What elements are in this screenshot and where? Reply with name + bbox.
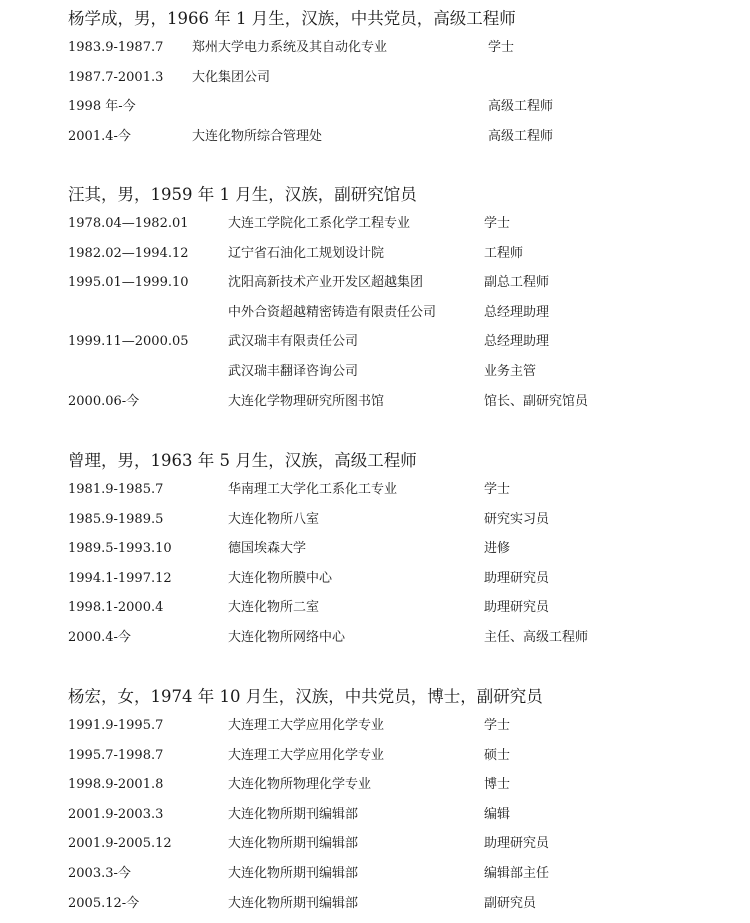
timeline-row <box>68 38 728 58</box>
organization: 大连理工大学应用化学专业 <box>228 747 385 763</box>
timeline-row <box>68 716 728 736</box>
timeline-row <box>68 244 728 264</box>
organization: 华南理工大学化工系化工专业 <box>228 482 398 497</box>
organization: 德国埃森大学 <box>228 541 307 557</box>
timeline-row <box>68 392 728 412</box>
position-title: 主任、高级工程师 <box>484 630 589 645</box>
date-range: 2001.9-2003.3 <box>68 806 164 822</box>
organization: 大连理工大学应用化学专业 <box>228 718 385 733</box>
organization: 武汉瑞丰有限责任公司 <box>228 334 359 350</box>
timeline-row <box>68 598 728 618</box>
position-title: 编辑部主任 <box>484 866 550 881</box>
organization: 大连化物所综合管理处 <box>192 128 323 144</box>
timeline-row <box>68 362 728 382</box>
person-section <box>68 686 728 911</box>
position-title: 助理研究员 <box>484 600 550 616</box>
organization: 郑州大学电力系统及其自动化专业 <box>192 40 388 55</box>
timeline-row <box>68 805 728 825</box>
position-title: 副研究员 <box>484 895 537 911</box>
person-section <box>68 8 728 144</box>
timeline-row <box>68 68 728 88</box>
date-range: 1998 年-今 <box>68 99 136 115</box>
organization: 辽宁省石油化工规划设计院 <box>228 245 385 261</box>
organization: 武汉瑞丰翻译咨询公司 <box>228 364 359 379</box>
organization: 大连化物所网络中心 <box>228 630 346 645</box>
date-range: 2001.4-今 <box>68 128 131 144</box>
date-range: 1985.9-1989.5 <box>68 511 164 527</box>
date-range: 1982.02—1994.12 <box>68 245 189 261</box>
position-title: 业务主管 <box>484 364 537 379</box>
timeline-row <box>68 332 728 352</box>
position-title: 研究实习员 <box>484 511 550 527</box>
position-title: 馆长、副研究馆员 <box>484 393 589 409</box>
organization: 大连化物所期刊编辑部 <box>228 895 359 911</box>
person-section <box>68 450 728 645</box>
date-range: 1987.7-2001.3 <box>68 69 164 85</box>
organization: 大连化物所期刊编辑部 <box>228 866 359 881</box>
organization: 大化集团公司 <box>192 69 271 85</box>
date-range: 1989.5-1993.10 <box>68 541 172 557</box>
timeline-row <box>68 894 728 914</box>
date-range: 1994.1-1997.12 <box>68 570 172 586</box>
organization: 中外合资超越精密铸造有限责任公司 <box>228 304 437 320</box>
timeline-row <box>68 628 728 648</box>
position-title: 学士 <box>484 718 511 733</box>
position-title: 博士 <box>484 777 511 793</box>
position-title: 总经理助理 <box>484 334 550 350</box>
date-range: 2001.9-2005.12 <box>68 836 172 852</box>
timeline-row <box>68 214 728 234</box>
date-range: 2000.4-今 <box>68 630 131 645</box>
person-heading: 杨学成，男，1966 年 1 月生，汉族，中共党员，高级工程师 <box>68 9 516 28</box>
organization: 沈阳高新技术产业开发区超越集团 <box>228 275 424 291</box>
date-range: 1995.01—1999.10 <box>68 275 189 291</box>
position-title: 总经理助理 <box>484 304 550 320</box>
date-range: 1995.7-1998.7 <box>68 747 164 763</box>
timeline-row <box>68 273 728 293</box>
timeline-row <box>68 775 728 795</box>
position-title: 学士 <box>484 216 511 231</box>
organization: 大连化物所膜中心 <box>228 570 333 586</box>
position-title: 进修 <box>484 541 511 557</box>
date-range: 1998.1-2000.4 <box>68 600 164 616</box>
position-title: 硕士 <box>484 747 511 763</box>
date-range: 2005.12-今 <box>68 895 140 911</box>
organization: 大连化物所期刊编辑部 <box>228 806 359 822</box>
person-heading: 汪其，男，1959 年 1 月生，汉族，副研究馆员 <box>68 185 417 204</box>
position-title: 学士 <box>488 40 515 55</box>
timeline-row <box>68 127 728 147</box>
organization: 大连化物所八室 <box>228 511 320 527</box>
organization: 大连化物所期刊编辑部 <box>228 836 359 852</box>
position-title: 工程师 <box>484 245 524 261</box>
organization: 大连化物所二室 <box>228 600 320 616</box>
date-range: 1981.9-1985.7 <box>68 482 164 497</box>
date-range: 1991.9-1995.7 <box>68 718 164 733</box>
timeline-row <box>68 834 728 854</box>
timeline-row <box>68 539 728 559</box>
position-title: 助理研究员 <box>484 836 550 852</box>
date-range: 1999.11—2000.05 <box>68 334 189 350</box>
timeline-row <box>68 746 728 766</box>
position-title: 编辑 <box>484 806 511 822</box>
timeline-row <box>68 510 728 530</box>
date-range: 1978.04—1982.01 <box>68 216 189 231</box>
position-title: 学士 <box>484 482 511 497</box>
organization: 大连工学院化工系化学工程专业 <box>228 216 411 231</box>
timeline-row <box>68 569 728 589</box>
timeline-row <box>68 303 728 323</box>
position-title: 副总工程师 <box>484 275 550 291</box>
timeline-row <box>68 480 728 500</box>
date-range: 2000.06-今 <box>68 393 140 409</box>
date-range: 1998.9-2001.8 <box>68 777 164 793</box>
timeline-row <box>68 864 728 884</box>
date-range: 1983.9-1987.7 <box>68 40 164 55</box>
timeline-row <box>68 97 728 117</box>
date-range: 2003.3-今 <box>68 866 131 881</box>
person-heading: 杨宏，女，1974 年 10 月生，汉族，中共党员，博士，副研究员 <box>68 687 543 706</box>
person-heading: 曾理，男，1963 年 5 月生，汉族，高级工程师 <box>68 451 417 470</box>
position-title: 高级工程师 <box>488 128 554 144</box>
person-section <box>68 184 728 409</box>
organization: 大连化学物理研究所图书馆 <box>228 393 385 409</box>
organization: 大连化物所物理化学专业 <box>228 777 372 793</box>
position-title: 助理研究员 <box>484 570 550 586</box>
position-title: 高级工程师 <box>488 99 554 115</box>
